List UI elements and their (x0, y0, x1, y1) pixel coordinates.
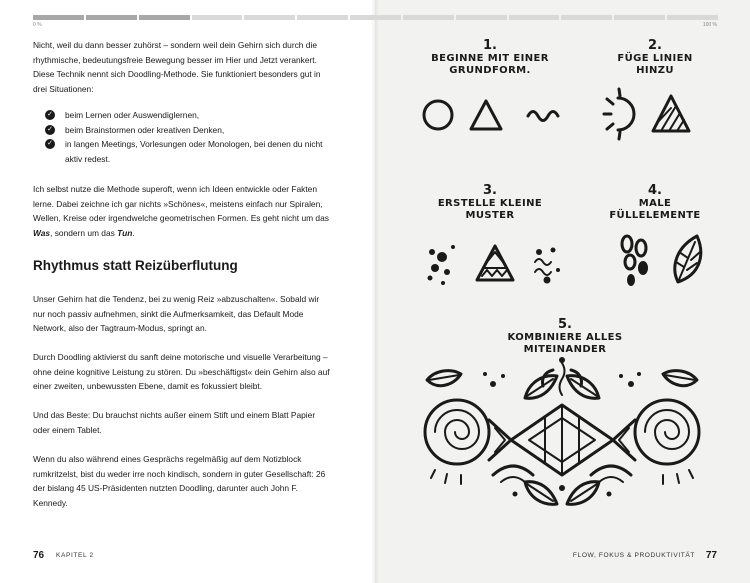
step-4-title: 4. MALE FÜLLELEMENTE (609, 183, 701, 221)
page-number-right: 77 (705, 550, 717, 561)
running-head-right: FLOW, FOKUS & PRODUKTIVITÄT (572, 552, 695, 559)
body-paragraph: Und das Beste: Du brauchst nichts außer einem Stift und einem Blatt Papier oder einem Tablet. (33, 410, 316, 435)
body-paragraph: Unser Gehirn hat die Tendenz, bei zu wenig Reiz »abzuschalten«. Sobald wir nur noch passiv aufnehmen, sinkt die Aufmerksamkeit, das Default Mode Network, also der Tagtraum-Modus, springt an. (33, 294, 320, 334)
progress-segment (667, 15, 718, 20)
progress-segment (244, 15, 295, 20)
list-item: ✓ beim Lernen oder Auswendiglernen, (45, 108, 335, 123)
checkmark-icon: ✓ (45, 125, 55, 135)
triangle-shape-icon (471, 101, 501, 129)
combined-ornament-doodle (425, 357, 699, 504)
progress-start-label: 0 % (33, 22, 42, 28)
half-sun-icon (618, 98, 634, 130)
reading-progress-bar (33, 15, 718, 20)
progress-segment (139, 15, 190, 20)
step-3-title: 3. ERSTELLE KLEINE MUSTER (437, 183, 543, 221)
basic-shapes-doodle (424, 101, 558, 129)
situation-list (45, 108, 335, 166)
progress-segment (297, 15, 348, 20)
fill-elements-doodle (622, 236, 701, 286)
body-paragraph: Durch Doodling aktivierst du sanft deine motorische und visuelle Verarbeitung – ohne deine kognitive Leistung zu stören. Du »beschäftigst« dein Gehirn also auf einer zweiten, unbewussten Ebene, damit es fokussiert bleibt. (33, 352, 330, 392)
section-heading: Rhythmus statt Reizüberflutung (33, 258, 238, 273)
pattern-doodle (428, 245, 561, 285)
method-paragraph: Ich selbst nutze die Methode superoft, wenn ich Ideen entwickle oder Fakten lerne. Dabei zeichne ich gar nichts »Schönes«, meistens einfach nur Spiralen, Wellen, Kreise oder irgendwelche geometrischen Formen. Es geht nicht um das Was, sondern um das Tun. (33, 184, 329, 238)
doodle-illustrations (375, 0, 750, 583)
wave-shape-icon (528, 112, 558, 121)
intro-paragraph: Nicht, weil du dann besser zuhörst – sondern weil dein Gehirn sich durch die rhythmische, bedeutungsfreie Bewegung besser im Hier und Jetzt verankert. Diese Technik nennt sich Doodling-Methode. Sie funktioniert besonders gut in drei Situationen: (33, 40, 321, 94)
list-item: ✓ in langen Meetings, Vorlesungen oder Monologen, bei denen du nicht aktiv redest. (45, 137, 335, 166)
page-number-left: 76 (33, 550, 45, 561)
circle-shape-icon (424, 101, 452, 129)
body-paragraph: Wenn du also während eines Gesprächs regelmäßig auf dem Notizblock rumkritzelst, bist du weder irre noch kindisch, sondern in guter Gesellschaft: 26 der bislang 45 US-Präsidenten nutzten Doodling, darunter auch John F. Kennedy. (33, 454, 326, 508)
progress-segment (350, 15, 401, 20)
step-2-title: 2. FÜGE LINIEN HINZU (617, 38, 693, 76)
progress-segment (33, 15, 84, 20)
progress-segment (561, 15, 612, 20)
running-head-left: KAPITEL 2 (56, 552, 94, 559)
checkmark-icon: ✓ (45, 110, 55, 120)
progress-segment (192, 15, 243, 20)
step-5-title: 5. KOMBINIERE ALLES MITEINANDER (507, 317, 623, 355)
lined-shapes-doodle (604, 89, 689, 139)
progress-segment (614, 15, 665, 20)
step-1-title: 1. BEGINNE MIT EINER GRUNDFORM. (431, 38, 549, 76)
progress-segment (86, 15, 137, 20)
checkmark-icon: ✓ (45, 139, 55, 149)
progress-segment (456, 15, 507, 20)
list-item: ✓ beim Brainstormen oder kreativen Denken, (45, 123, 335, 138)
progress-segment (403, 15, 454, 20)
progress-end-label: 100 % (702, 22, 717, 28)
progress-segment (509, 15, 560, 20)
